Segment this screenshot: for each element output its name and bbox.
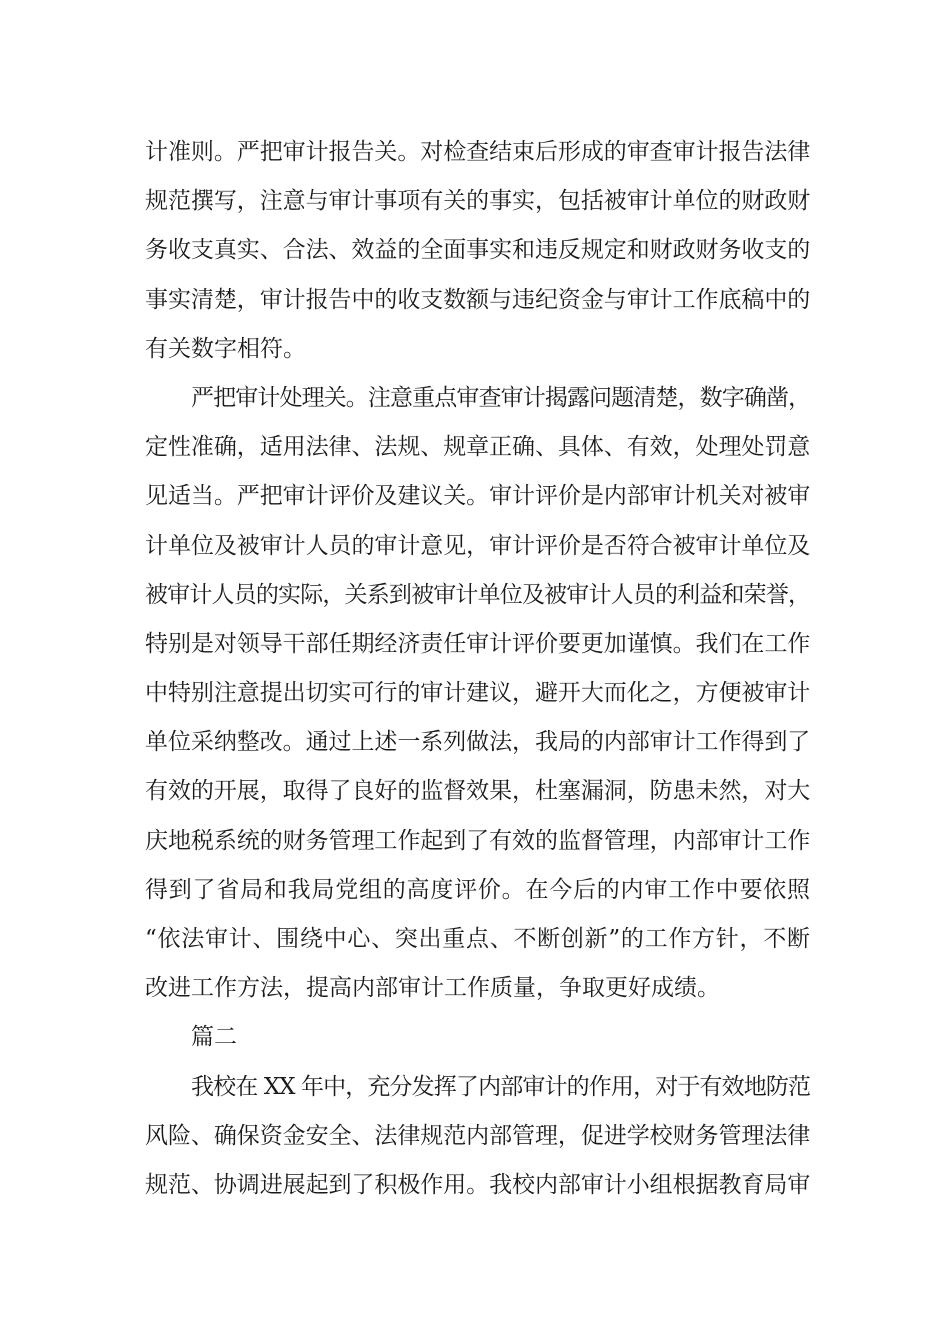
section-heading: 篇二 bbox=[191, 1024, 237, 1051]
text-line-1: 计准则。严把审计报告关。对检查结束后形成的审查审计报告法律 bbox=[145, 139, 810, 165]
text-line-22: 规范、协调进展起到了积极作用。我校内部审计小组根据教育局审 bbox=[145, 1171, 810, 1198]
text-line-15: 庆地税系统的财务管理工作起到了有效的监督管理，内部审计工作 bbox=[145, 827, 810, 854]
text-line-9: 计单位及被审计人员的审计意见，审计评价是否符合被审计单位及 bbox=[145, 532, 810, 559]
text-line-12: 中特别注意提出切实可行的审计建议，避开大而化之，方便被审计 bbox=[145, 680, 810, 707]
text-line-18: 改进工作方法，提高内部审计工作质量，争取更好成绩。 bbox=[145, 975, 720, 1002]
text-line-13: 单位采纳整改。通过上述一系列做法，我局的内部审计工作得到了 bbox=[145, 729, 810, 756]
text-line-8: 见适当。严把审计评价及建议关。审计评价是内部审计机关对被审 bbox=[145, 483, 810, 510]
text-line-21: 风险、确保资金安全、法律规范内部管理，促进学校财务管理法律 bbox=[145, 1122, 810, 1149]
text-line-3: 务收支真实、合法、效益的全面事实和违反规定和财政财务收支的 bbox=[145, 237, 810, 264]
text-line-10: 被审计人员的实际，关系到被审计单位及被审计人员的利益和荣誉， bbox=[145, 581, 810, 608]
text-line-20: 我校在 XX 年中，充分发挥了内部审计的作用，对于有效地防范 bbox=[191, 1073, 810, 1100]
text-line-16: 得到了省局和我局党组的高度评价。在今后的内审工作中要依照 bbox=[145, 876, 810, 903]
text-line-6: 严把审计处理关。注意重点审查审计揭露问题清楚，数字确凿， bbox=[191, 384, 810, 411]
text-line-11: 特别是对领导干部任期经济责任审计评价要更加谨慎。我们在工作 bbox=[145, 630, 810, 657]
text-line-5: 有关数字相符。 bbox=[145, 335, 306, 362]
text-line-17: “依法审计、围绕中心、突出重点、不断创新”的工作方针，不断 bbox=[145, 926, 810, 952]
text-line-14: 有效的开展，取得了良好的监督效果，杜塞漏洞，防患未然，对大 bbox=[145, 778, 810, 805]
text-line-2: 规范撰写，注意与审计事项有关的事实，包括被审计单位的财政财 bbox=[145, 188, 810, 215]
text-line-7: 定性准确，适用法律、法规、规章正确、具体、有效，处理处罚意 bbox=[145, 434, 810, 461]
text-line-4: 事实清楚，审计报告中的收支数额与违纪资金与审计工作底稿中的 bbox=[145, 286, 810, 313]
body-text bbox=[145, 128, 810, 1210]
